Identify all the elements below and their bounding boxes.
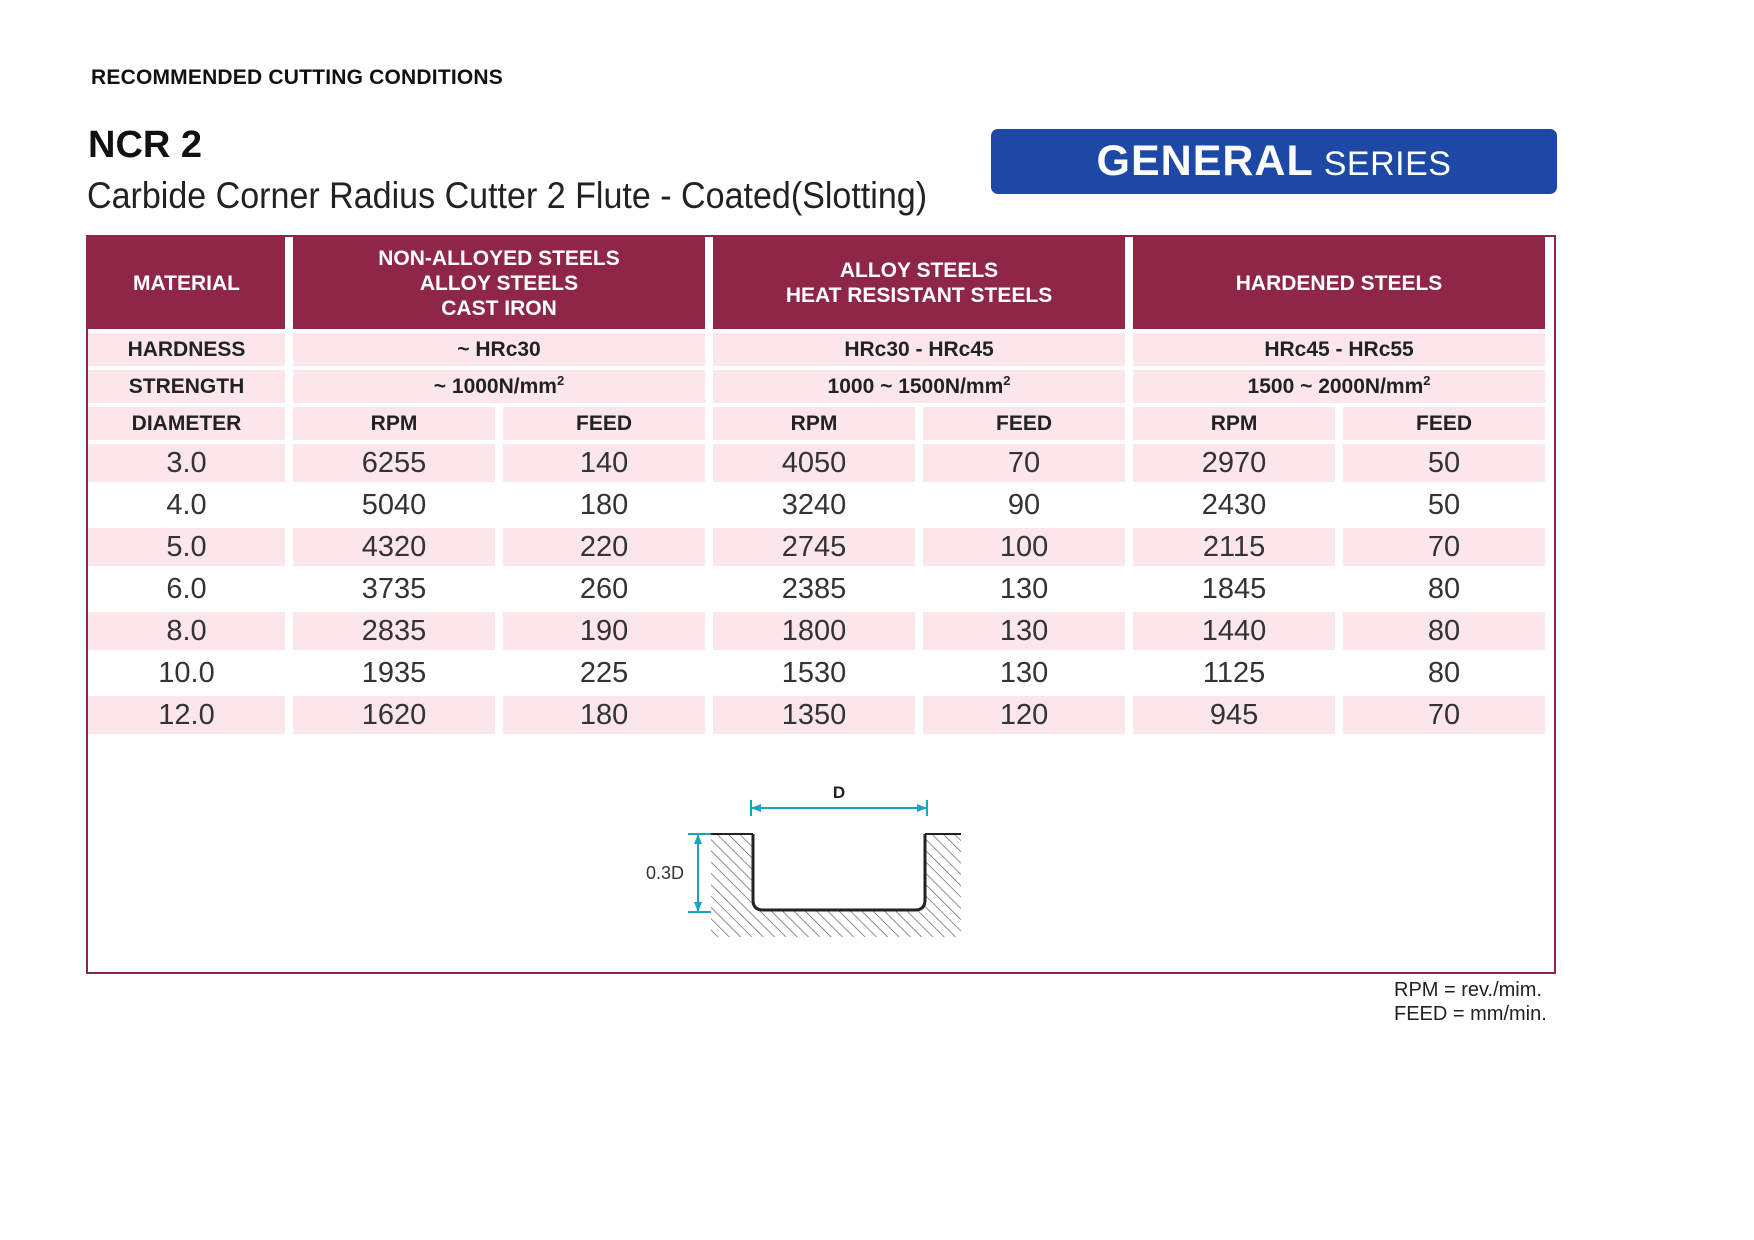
strength-group-1 [293,370,705,403]
strength-group-2 [713,370,1125,403]
rpm-cell: 6255 [293,444,495,482]
feed-cell: 120 [923,696,1125,734]
feed-cell: 80 [1343,654,1545,692]
diameter-label: DIAMETER [88,407,285,440]
table-row [88,570,1545,608]
feed-cell: 225 [503,654,705,692]
feed-cell: 70 [1343,528,1545,566]
series-name: GENERAL [1096,137,1314,185]
rpm-cell: 1440 [1133,612,1335,650]
group-1-line-3: CAST IRON [441,296,557,320]
feed-cell: 80 [1343,612,1545,650]
slot-profile-drawing [643,772,983,942]
diameter-cell: 6.0 [88,570,285,608]
rpm-cell: 3240 [713,486,915,524]
rpm-cell: 2430 [1133,486,1335,524]
depth-arrow-bottom [694,902,702,912]
strength-exp-1: 2 [556,372,565,388]
cutting-conditions-table [80,233,1553,738]
feed-cell: 140 [503,444,705,482]
slot-outline [753,834,925,910]
feed-cell: 130 [923,570,1125,608]
feed-cell: 50 [1343,444,1545,482]
header-group-1 [293,237,705,329]
rpm-cell: 1350 [713,696,915,734]
table-row [88,486,1545,524]
rpm-cell: 2115 [1133,528,1335,566]
feed-cell: 80 [1343,570,1545,608]
feed-cell: 50 [1343,486,1545,524]
feed-cell: 70 [923,444,1125,482]
table-row [88,444,1545,482]
diameter-cell: 5.0 [88,528,285,566]
feed-cell: 220 [503,528,705,566]
group-1-line-2: ALLOY STEELS [419,271,579,295]
strength-label: STRENGTH [88,370,285,403]
hardness-label: HARDNESS [88,333,285,366]
model-title: NCR 2 [88,124,203,166]
rpm-cell: 2745 [713,528,915,566]
feed-cell: 130 [923,654,1125,692]
product-subtitle: Carbide Corner Radius Cutter 2 Flute - Coated(Slotting) [87,175,928,216]
header-group-3 [1133,237,1545,329]
feed-cell: 190 [503,612,705,650]
rpm-cell: 1845 [1133,570,1335,608]
table-row [88,654,1545,692]
rpm-unit: RPM = rev./mim. [1394,979,1542,1001]
units-legend [1394,978,1547,1026]
strength-value-1: ~ 1000N/mm [433,374,557,398]
feed-cell: 90 [923,486,1125,524]
table-row [88,612,1545,650]
strength-value-3: 1500 ~ 2000N/mm [1247,374,1424,398]
hardness-group-1: ~ HRc30 [293,333,705,366]
rpm-cell: 4050 [713,444,915,482]
feed-cell: 100 [923,528,1125,566]
group-2-line-2: HEAT RESISTANT STEELS [785,284,1053,307]
series-badge [991,129,1557,194]
diameter-cell: 8.0 [88,612,285,650]
strength-group-3 [1133,370,1545,403]
diameter-cell: 3.0 [88,444,285,482]
rpm-cell: 1125 [1133,654,1335,692]
depth-arrow-top [694,834,702,844]
table-row [88,696,1545,734]
header-group-2 [713,237,1125,329]
strength-exp-2: 2 [1003,372,1011,388]
rpm-cell: 4320 [293,528,495,566]
rpm-cell: 1620 [293,696,495,734]
strength-value-2: 1000 ~ 1500N/mm [827,374,1004,398]
width-label: D [832,783,846,802]
hardness-group-3: HRc45 - HRc55 [1133,333,1545,366]
feed-cell: 70 [1343,696,1545,734]
rpm-cell: 1800 [713,612,915,650]
feed-header-2: FEED [923,407,1125,440]
feed-unit: FEED = mm/min. [1394,1003,1547,1025]
rpm-cell: 945 [1133,696,1335,734]
rpm-header-3: RPM [1133,407,1335,440]
diameter-cell: 4.0 [88,486,285,524]
strength-exp-3: 2 [1423,372,1431,388]
depth-label: 0.3D [645,863,684,883]
cutting-conditions-panel [86,235,1556,974]
group-3-line-1: HARDENED STEELS [1235,271,1443,295]
rpm-cell: 1530 [713,654,915,692]
data-rows [88,444,1545,734]
rpm-cell: 5040 [293,486,495,524]
width-arrow-left [751,804,761,812]
feed-header-1: FEED [503,407,705,440]
group-1-line-1: NON-ALLOYED STEELS [378,246,620,270]
rpm-cell: 2970 [1133,444,1335,482]
table-row [88,528,1545,566]
series-word: SERIES [1323,145,1452,183]
slot-diagram [643,772,983,947]
rpm-header-1: RPM [293,407,495,440]
feed-cell: 130 [923,612,1125,650]
feed-header-3: FEED [1343,407,1545,440]
group-2-line-1: ALLOY STEELS [839,259,999,282]
feed-cell: 180 [503,696,705,734]
rpm-cell: 1935 [293,654,495,692]
feed-cell: 180 [503,486,705,524]
rpm-header-2: RPM [713,407,915,440]
rpm-cell: 2385 [713,570,915,608]
feed-cell: 260 [503,570,705,608]
diameter-cell: 12.0 [88,696,285,734]
width-arrow-right [917,804,927,812]
rpm-cell: 3735 [293,570,495,608]
header-material: MATERIAL [88,237,285,329]
section-label: RECOMMENDED CUTTING CONDITIONS [91,66,503,89]
hardness-group-2: HRc30 - HRc45 [713,333,1125,366]
rpm-cell: 2835 [293,612,495,650]
diameter-cell: 10.0 [88,654,285,692]
